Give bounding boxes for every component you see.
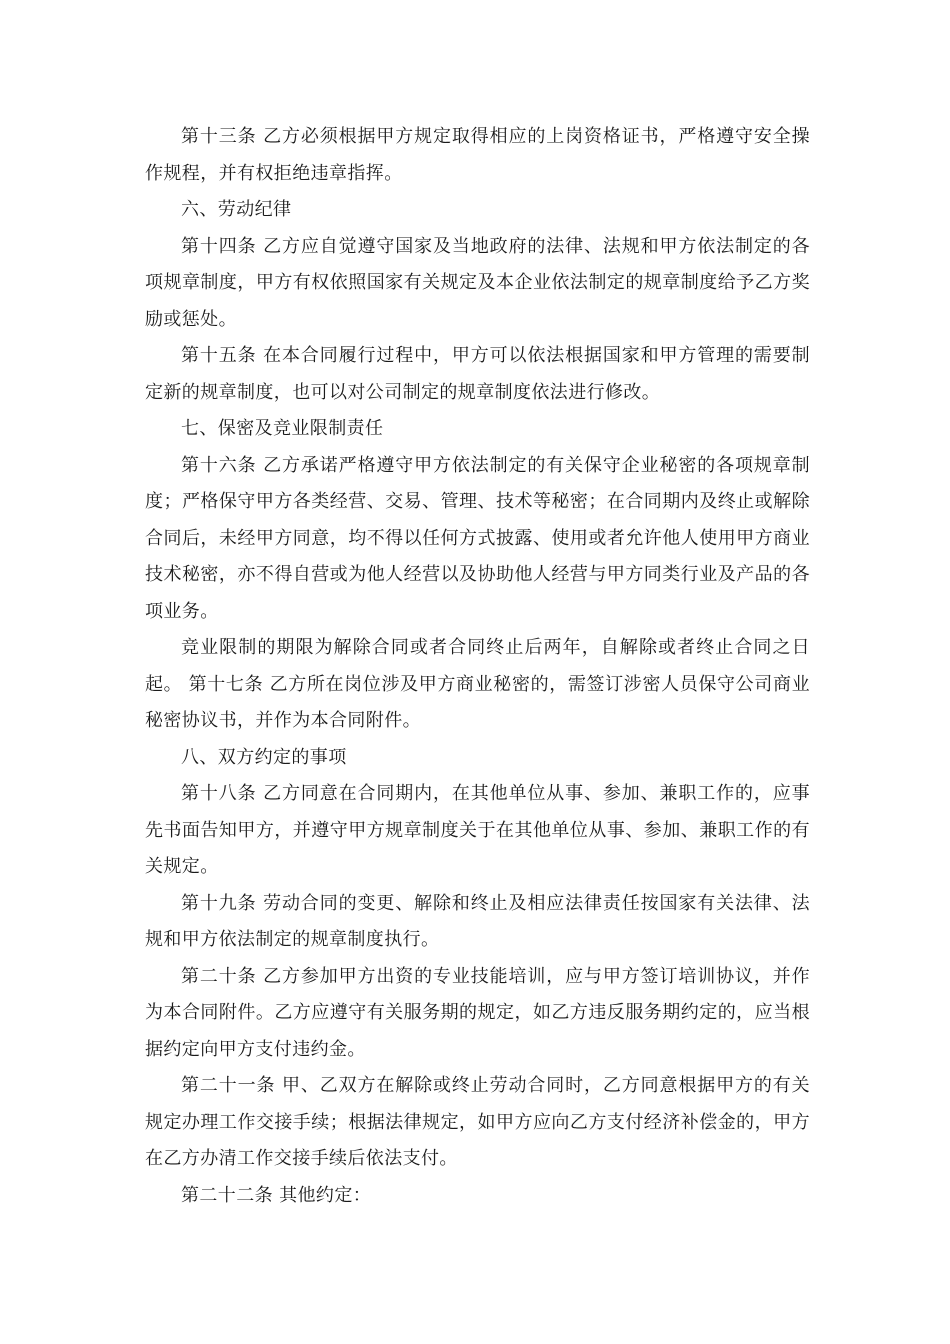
section-heading-agreed-matters: 八、双方约定的事项 — [181, 746, 347, 768]
article-20: 第二十条 乙方参加甲方出资的专业技能培训，应与甲方签订培训协议，并作为本合同附件。乙方应遵守有关服务期的规定，如乙方违反服务期约定的，应当根据约定向甲方支付违约金。 — [145, 965, 810, 1060]
article-18: 第十八条 乙方同意在合同期内，在其他单位从事、参加、兼职工作的，应事先书面告知甲方，并遵守甲方规章制度关于在其他单位从事、参加、兼职工作的有关规定。 — [145, 783, 810, 877]
article-16: 第十六条 乙方承诺严格遵守甲方依法制定的有关保守企业秘密的各项规章制度；严格保守甲方各类经营、交易、管理、技术等秘密；在合同期内及终止或解除合同后，未经甲方同意，均不得以任何方式披露、使用或者允许他人使用甲方商业技术秘密，亦不得自营或为他人经营以及协助他人经营与甲方同类行业及产品的各项业务。 — [145, 454, 810, 622]
article-21: 第二十一条 甲、乙双方在解除或终止劳动合同时，乙方同意根据甲方的有关规定办理工作交接手续；根据法律规定，如甲方应向乙方支付经济补偿金的，甲方在乙方办清工作交接手续后依法支付。 — [145, 1075, 810, 1169]
article-22: 第二十二条 其他约定： — [181, 1184, 372, 1206]
article-13: 第十三条 乙方必须根据甲方规定取得相应的上岗资格证书，严格遵守安全操作规程，并有权拒绝违章指挥。 — [145, 126, 810, 184]
non-compete-and-article-17: 竞业限制的期限为解除合同或者合同终止后两年，自解除或者终止合同之日起。 第十七条 乙方所在岗位涉及甲方商业秘密的，需签订涉密人员保守公司商业秘密协议书，并作为本合同附件。 — [145, 637, 810, 731]
section-heading-labor-discipline: 六、劳动纪律 — [181, 199, 292, 220]
article-15: 第十五条 在本合同履行过程中，甲方可以依法根据国家和甲方管理的需要制定新的规章制度，也可以对公司制定的规章制度依法进行修改。 — [145, 345, 810, 403]
section-heading-confidentiality: 七、保密及竞业限制责任 — [181, 418, 384, 439]
article-14: 第十四条 乙方应自觉遵守国家及当地政府的法律、法规和甲方依法制定的各项规章制度，甲方有权依照国家有关规定及本企业依法制定的规章制度给予乙方奖励或惩处。 — [145, 235, 810, 330]
article-19: 第十九条 劳动合同的变更、解除和终止及相应法律责任按国家有关法律、法规和甲方依法制定的规章制度执行。 — [145, 892, 810, 950]
document-body — [145, 119, 810, 1214]
